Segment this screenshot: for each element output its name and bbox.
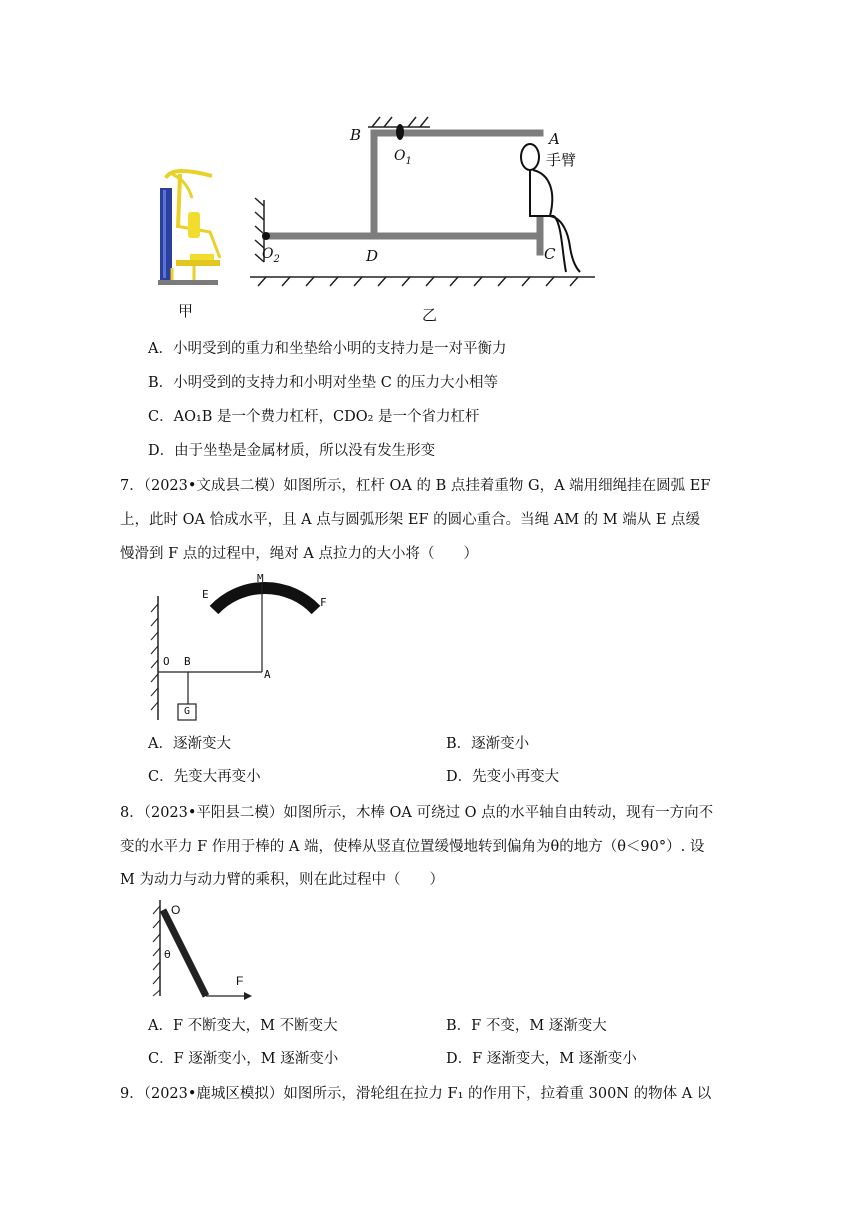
q6-option-b: B．小明受到的支持力和小明对坐垫 C 的压力大小相等 <box>148 375 498 391</box>
q7-stem-line1: 7．（2023•文成县二模）如图所示，杠杆 OA 的 B 点挂着重物 G，A 端用细绳挂在圆弧 EF <box>120 478 711 494</box>
label-M: M <box>257 572 264 585</box>
q6-option-c: C．AO₁B 是一个费力杠杆，CDO₂ 是一个省力杠杆 <box>148 409 480 425</box>
q7-stem-line3: 慢滑到 F 点的过程中，绳对 A 点拉力的大小将（ ） <box>120 546 478 562</box>
label-O2: $O_2$ <box>262 246 280 265</box>
q8-option-c: C．F 逐渐变小，M 逐渐变小 <box>148 1051 339 1067</box>
label-C: C <box>544 245 556 263</box>
label-O-q8: O <box>171 903 181 917</box>
figure-label-yi: 乙 <box>422 306 438 324</box>
label-O-q7: O <box>163 655 170 668</box>
q8-option-d: D．F 逐渐变大，M 逐渐变小 <box>446 1051 637 1067</box>
label-A-q7: A <box>264 668 271 681</box>
label-G: G <box>184 706 191 717</box>
q7-option-c: C．先变大再变小 <box>148 769 261 785</box>
label-F-q7: F <box>320 596 327 609</box>
q8-stem-line3: M 为动力与动力臂的乘积，则在此过程中（ ） <box>120 872 444 888</box>
label-B-q7: B <box>184 655 191 668</box>
q8-stem-line1: 8．（2023•平阳县二模）如图所示，木棒 OA 可绕过 O 点的水平轴自由转动，现有一方向不 <box>120 805 714 821</box>
label-arm: 手臂 <box>546 151 577 169</box>
q7-stem-line2: 上，此时 OA 恰成水平，且 A 点与圆弧形架 EF 的圆心重合。当绳 AM 的 M 端从 E 点缓 <box>120 512 701 528</box>
label-O1: $O_1$ <box>394 148 412 167</box>
q7-option-b: B．逐渐变小 <box>446 736 530 752</box>
fitness-machine-image <box>150 168 240 288</box>
q6-option-a: A．小明受到的重力和坐垫给小明的支持力是一对平衡力 <box>148 341 507 357</box>
label-B-q6: B <box>350 126 362 144</box>
q8-option-b: B．F 不变，M 逐渐变大 <box>446 1018 607 1034</box>
q6-option-d: D．由于坐垫是金属材质，所以没有发生形变 <box>148 443 436 459</box>
label-D: D <box>366 247 379 265</box>
label-A-q6: A <box>549 130 560 148</box>
label-E: E <box>202 588 209 601</box>
lever-diagram-yi <box>250 112 600 302</box>
arc-lever-diagram <box>148 570 348 730</box>
q7-option-a: A．逐渐变大 <box>148 736 231 752</box>
q9-stem-line1: 9．（2023•鹿城区模拟）如图所示，滑轮组在拉力 F₁ 的作用下，拉着重 300N 的物体 A 以 <box>120 1086 712 1102</box>
label-theta: θ <box>164 948 171 961</box>
q8-stem-line2: 变的水平力 F 作用于棒的 A 端，使棒从竖直位置缓慢地转到偏角为θ的地方（θ＜90°）. 设 <box>120 839 705 855</box>
label-F-q8: F <box>236 974 244 988</box>
q7-option-d: D．先变小再变大 <box>446 769 560 785</box>
figure-label-jia: 甲 <box>178 302 194 320</box>
q8-option-a: A．F 不断变大，M 不断变大 <box>148 1018 338 1034</box>
